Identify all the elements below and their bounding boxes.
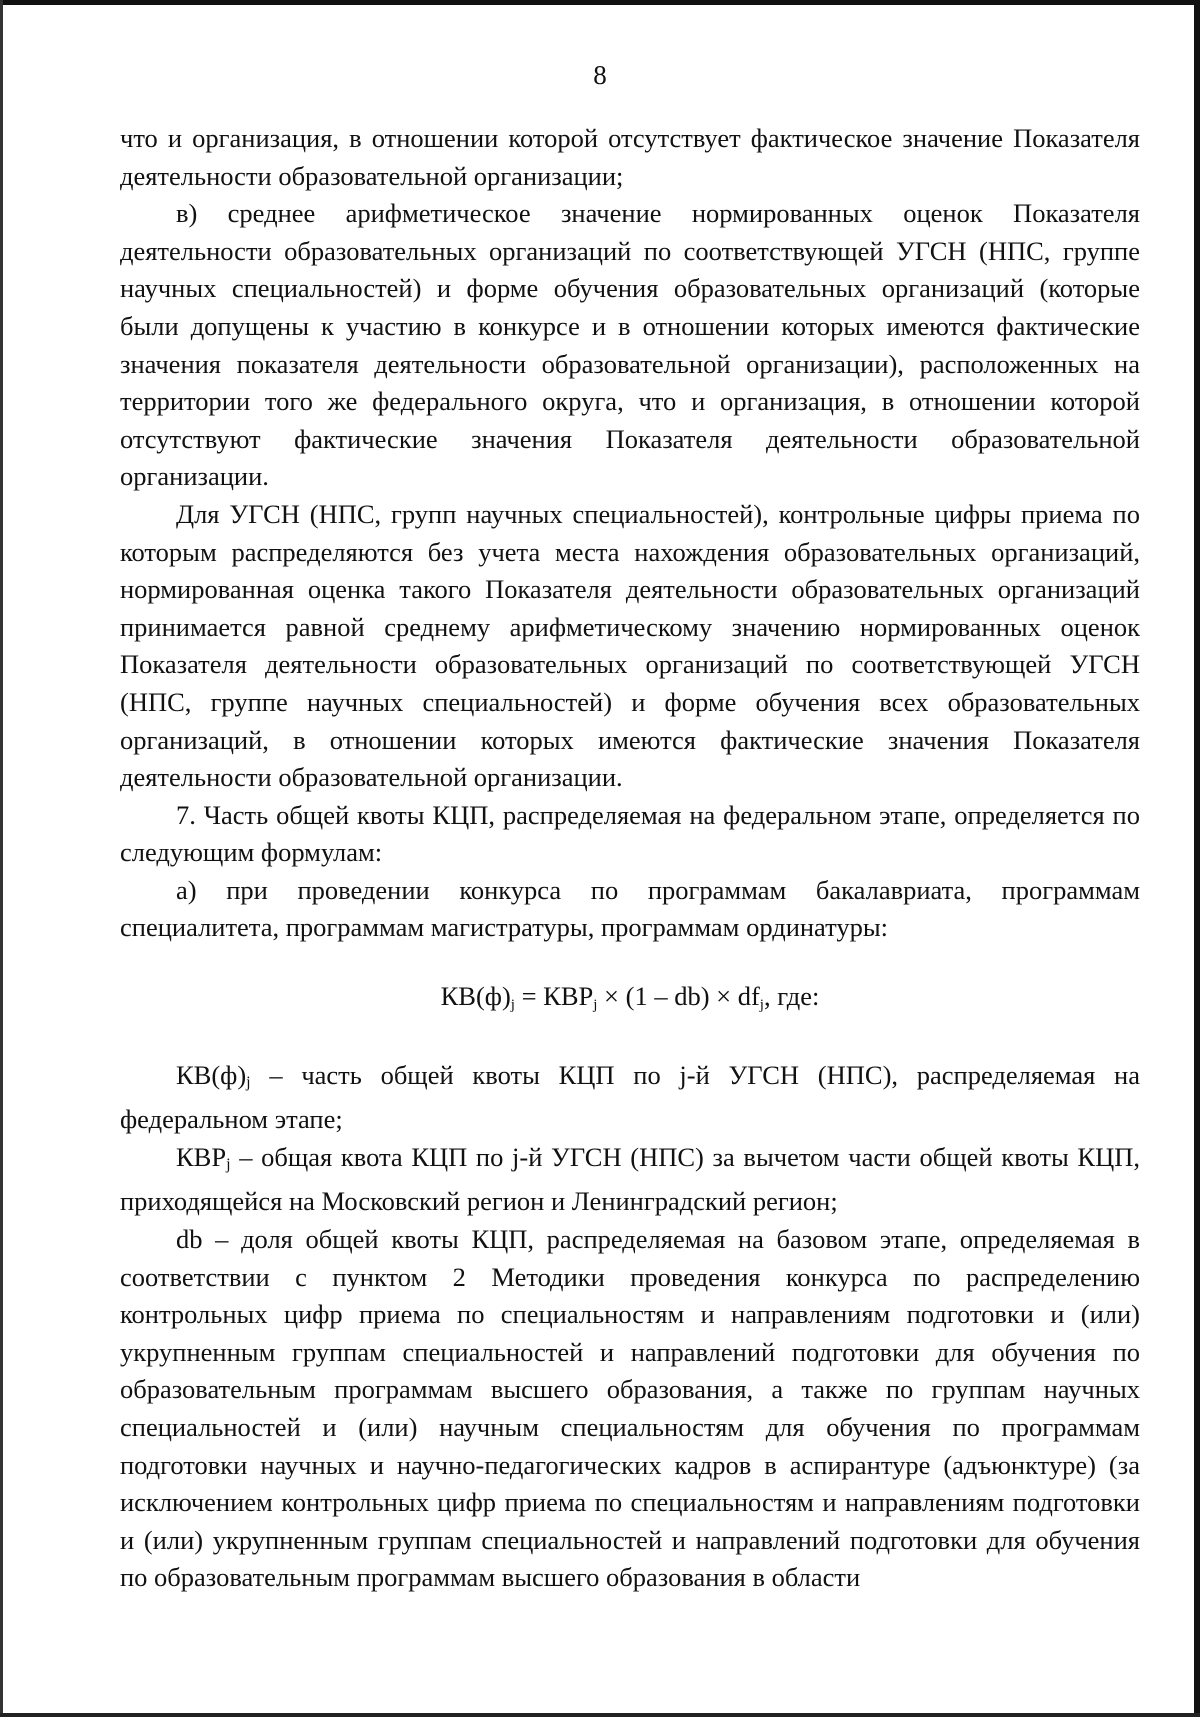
- paragraph-continuation: что и организация, в отношении которой отсутствует фактическое значение Показателя деятельности образовательной организации;: [120, 123, 1140, 191]
- formula-df-subscript: j: [759, 997, 764, 1014]
- definition-kvf-text: – часть общей квоты КЦП по j-й УГСН (НПС), распределяемая на федеральном этапе;: [120, 1059, 1140, 1135]
- page-number: 8: [593, 60, 607, 90]
- formula-kvr-subscript: j: [593, 997, 598, 1014]
- formula-kvf: [120, 978, 1140, 1025]
- scan-border-top: [0, 0, 1200, 5]
- document-body: [120, 120, 1140, 1597]
- definition-kvr: [120, 1139, 1140, 1221]
- paragraph-ugsn-rule: Для УГСН (НПС, групп научных специальностей), контрольные цифры приема по которым распределяются без учета места нахождения образовательных организаций, нормированная оценка такого Показателя деятельности образовательных организаций принимается равной среднему арифметическому значению нормированных оценок Показателя деятельности образовательных организаций по соответствующей УГСН (НПС, группе научных специальностей) и форме обучения всех образовательных организаций, в отношении которых имеются фактические значения Показателя деятельности образовательной организации.: [120, 498, 1140, 793]
- formula-lhs: КВ(ф): [440, 981, 511, 1012]
- definition-kvf: [120, 1057, 1140, 1139]
- paragraph-item-v: в) среднее арифметическое значение нормированных оценок Показателя деятельности образовательных организаций по соответствующей УГСН (НПС, группе научных специальностей) и форме обучения образовательных организаций (которые были допущены к участию в конкурсе и в отношении которых имеются фактические значения показателя деятельности образовательной организации), расположенных на территории того же федерального округа, что и организация, в отношении которой отсутствуют фактические значения Показателя деятельности образовательной организации.: [120, 198, 1140, 492]
- definition-kvr-term: КВР: [176, 1141, 227, 1172]
- scan-border-right: [1194, 0, 1200, 1717]
- formula-equals: =: [514, 981, 544, 1012]
- definition-kvr-text: – общая квота КЦП по j-й УГСН (НПС) за вычетом части общей квоты КЦП, приходящейся на Московский регион и Ленинградский регион;: [120, 1141, 1140, 1217]
- definition-kvr-subscript: j: [226, 1155, 231, 1173]
- scan-border-left: [0, 0, 3, 1717]
- scan-border-bottom: [0, 1713, 1200, 1717]
- paragraph-clause-7: 7. Часть общей квоты КЦП, распределяемая на федеральном этапе, определяется по следующим формулам:: [120, 799, 1140, 868]
- formula-kvr: КВР: [543, 981, 594, 1012]
- definition-db: db – доля общей квоты КЦП, распределяемая на базовом этапе, определяемая в соответствии с пунктом 2 Методики проведения конкурса по распределению контрольных цифр приема по специальностям и направлениям подготовки и (или) укрупненным группам специальностей и направлений подготовки для обучения по образовательным программам высшего образования, а также по группам научных специальностей и (или) научным специальностям для обучения по программам подготовки научных и научно-педагогических кадров в аспирантуре (адъюнктуре) (за исключением контрольных цифр приема по специальностям и направлениям подготовки и (или) укрупненным группам специальностей и направлений подготовки для обучения по образовательным программам высшего образования в области: [120, 1224, 1140, 1593]
- definition-kvf-subscript: j: [246, 1073, 251, 1091]
- formula-product: × (1 – db) × df: [597, 981, 760, 1012]
- formula-tail: , где:: [763, 981, 820, 1012]
- formula-lhs-subscript: j: [510, 997, 515, 1014]
- definition-kvf-term: КВ(ф): [176, 1059, 247, 1090]
- paragraph-item-a: а) при проведении конкурса по программам бакалавриата, программам специалитета, программам магистратуры, программам ординатуры:: [120, 874, 1140, 943]
